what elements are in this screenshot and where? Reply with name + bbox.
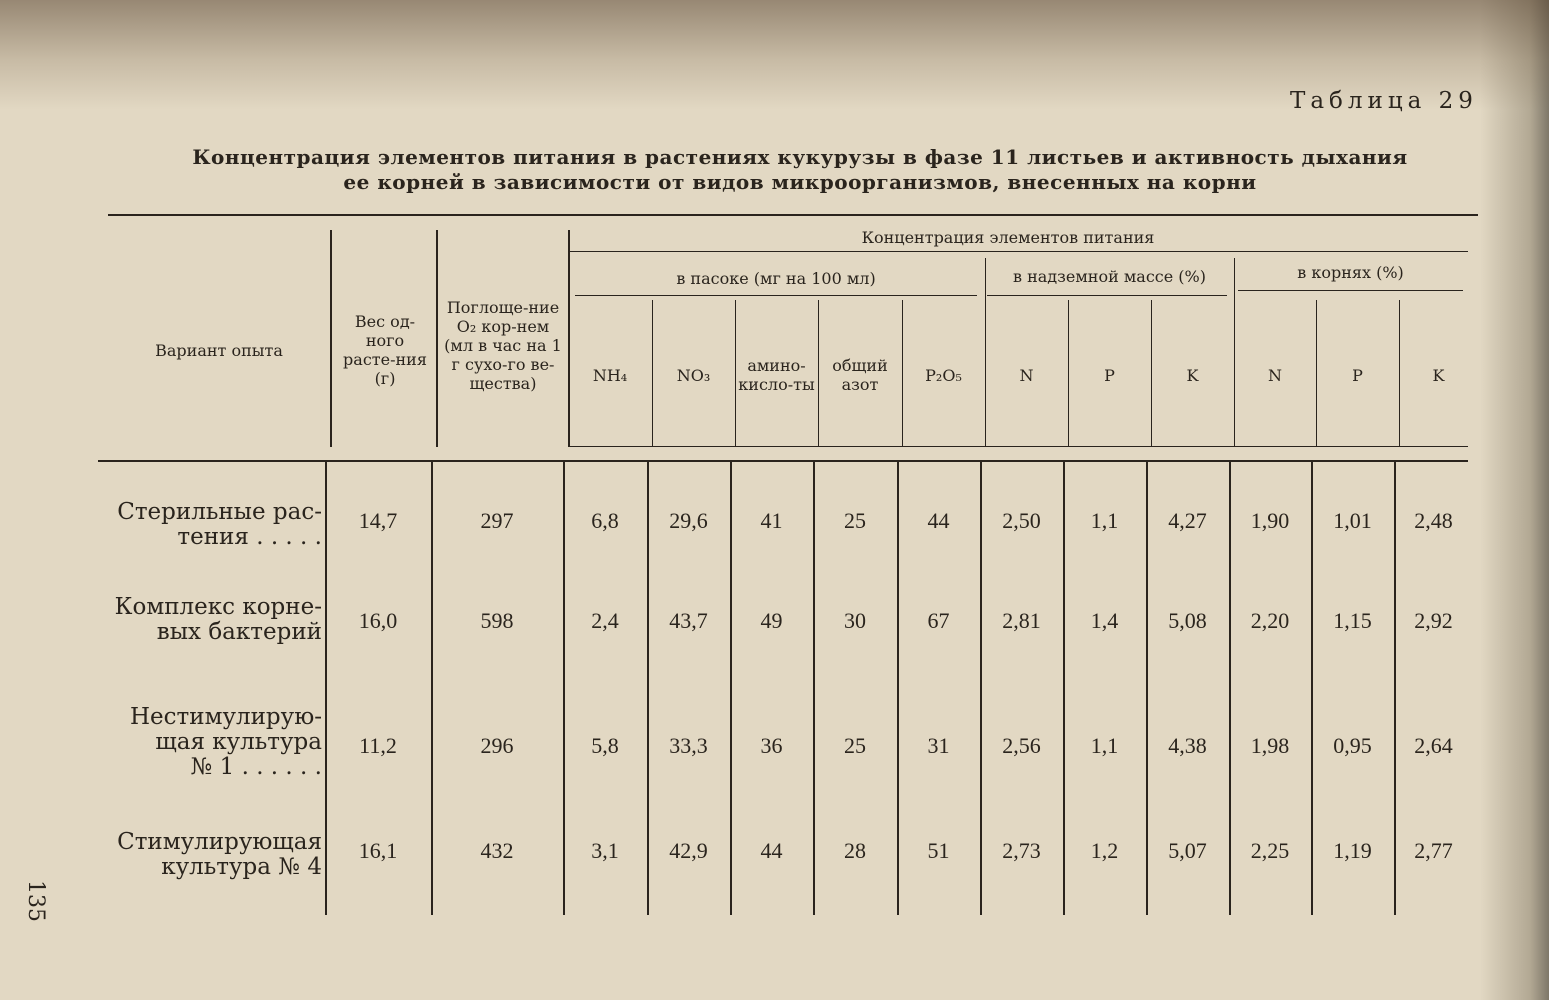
row-label-line: Стимулирующая	[117, 829, 322, 855]
table-cell: 598	[480, 608, 514, 633]
row-label-line: № 1 . . . . . .	[190, 754, 322, 780]
row-label	[82, 825, 322, 885]
table-cell: 2,4	[591, 608, 619, 633]
row-label-line: тения . . . . .	[177, 524, 322, 550]
vline-header	[436, 230, 438, 447]
table-cell: 49	[760, 608, 783, 633]
table-cell: 44	[927, 508, 950, 533]
table-cell: 29,6	[669, 508, 708, 533]
table-cell: 296	[480, 733, 514, 758]
table-cell: 2,92	[1414, 608, 1453, 633]
header-weight: Вес од-ного расте-ния (г)	[343, 312, 427, 388]
header-roots: в корнях (%)	[1297, 262, 1404, 282]
table-cell: 5,07	[1168, 838, 1207, 863]
table-cell: 1,1	[1090, 508, 1119, 533]
table-cell: 36	[760, 733, 783, 758]
table-cell: 11,2	[359, 733, 397, 758]
vline-header	[330, 230, 332, 447]
table-cell: 2,25	[1250, 838, 1290, 863]
table-cell: 25	[844, 733, 866, 758]
table-cell: 1,4	[1090, 608, 1119, 633]
table-cell: 33,3	[669, 733, 708, 758]
header-aerial-p: P	[1104, 365, 1115, 385]
header-aerial-k: K	[1186, 365, 1199, 385]
caption-line-1: Концентрация элементов питания в растениях кукурузы в фазе 11 листьев и активность дыхания	[192, 145, 1408, 169]
table-cell: 28	[844, 838, 866, 863]
caption-line-2: ее корней в зависимости от видов микроорганизмов, внесенных на корни	[343, 170, 1257, 194]
table-cell: 14,7	[358, 508, 398, 533]
header-roots-k: K	[1432, 365, 1445, 385]
row-label	[82, 590, 322, 650]
table-cell: 16,0	[358, 608, 398, 633]
header-aerial-n: N	[1019, 365, 1034, 385]
table-cell: 2,20	[1250, 608, 1290, 633]
table-cell: 1,15	[1333, 608, 1372, 633]
table-cell: 2,48	[1414, 508, 1453, 533]
table-cell: 25	[844, 508, 866, 533]
header-total-n: общий азот	[832, 356, 888, 394]
table-cell: 5,8	[591, 733, 619, 758]
table-cell: 51	[927, 838, 950, 863]
table-cell: 2,73	[1002, 838, 1041, 863]
table-cell: 2,64	[1414, 733, 1453, 758]
table-cell: 3,1	[591, 838, 619, 863]
concentration-rule	[568, 251, 1468, 252]
row-label-text	[117, 830, 322, 880]
table-cell: 41	[760, 508, 783, 533]
table-cell: 1,19	[1333, 838, 1372, 863]
table-cell: 42,9	[669, 838, 708, 863]
header-bottom-rule	[98, 460, 1468, 462]
table-cell: 5,08	[1168, 608, 1207, 633]
row-label-text	[117, 500, 322, 550]
table-cell: 6,8	[591, 508, 619, 533]
header-amino: амино-кисло-ты	[738, 356, 815, 394]
table-cell: 297	[480, 508, 514, 533]
table-cell: 2,50	[1002, 508, 1041, 533]
roots-rule	[1238, 290, 1463, 291]
row-label	[82, 700, 322, 785]
table-number-label: Таблица 29	[1290, 88, 1478, 114]
table-cell: 2,56	[1002, 733, 1041, 758]
table-cell: 1,01	[1333, 508, 1372, 533]
header-nh4: NH₄	[592, 365, 628, 385]
header-o2-uptake: Поглоще-ние O₂ кор-нем (мл в час на 1 г сухо-го ве-щества)	[444, 297, 562, 393]
table-cell: 1,1	[1090, 733, 1119, 758]
table-cell: 4,27	[1168, 508, 1207, 533]
row-label-text	[130, 705, 322, 780]
header-p2o5: P₂O₅	[925, 365, 962, 385]
header-roots-p: P	[1352, 365, 1363, 385]
table-cell: 2,77	[1414, 838, 1453, 863]
row-label	[82, 495, 322, 555]
row-label-line: щая культура	[155, 729, 322, 755]
table-cell: 1,2	[1090, 838, 1119, 863]
subheader-bottom-rule	[568, 446, 1468, 447]
table-cell: 67	[927, 608, 950, 633]
header-variant: Вариант опыта	[155, 340, 283, 360]
table-cell: 43,7	[669, 608, 708, 633]
table-cell: 4,38	[1168, 733, 1207, 758]
sap-rule	[575, 295, 977, 296]
header-roots-n: N	[1268, 365, 1282, 385]
row-label-line: Стерильные рас-	[117, 499, 322, 525]
row-label-text	[115, 595, 322, 645]
header-sap: в пасоке (мг на 100 мл)	[676, 268, 876, 288]
aerial-rule	[987, 295, 1227, 296]
table-cell: 2,81	[1002, 608, 1041, 633]
row-label-line: культура № 4	[161, 854, 322, 880]
table-cell: 44	[760, 838, 783, 863]
header-aerial: в надземной массе (%)	[1013, 266, 1206, 286]
table-cell: 30	[844, 608, 866, 633]
page-number: 135	[23, 880, 48, 922]
table-caption	[120, 145, 1480, 195]
row-label-line: Комплекс корне-	[114, 594, 322, 620]
table-top-rule	[108, 214, 1478, 216]
table-cell: 1,98	[1250, 733, 1290, 758]
table-cell: 432	[480, 838, 514, 863]
table-cell: 16,1	[358, 838, 398, 863]
row-label-line: вых бактерий	[156, 619, 322, 645]
table-cell: 31	[927, 733, 950, 758]
header-concentration: Концентрация элементов питания	[861, 228, 1155, 247]
row-label-line: Нестимулирую-	[129, 704, 322, 730]
table-cell: 0,95	[1333, 733, 1372, 758]
table-cell: 1,90	[1250, 508, 1290, 533]
header-no3: NO₃	[676, 365, 711, 385]
